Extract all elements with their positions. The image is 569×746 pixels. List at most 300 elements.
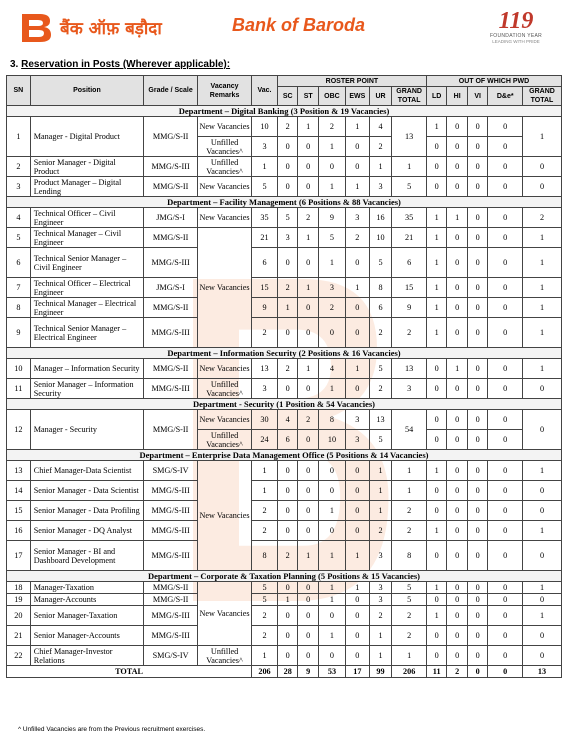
table-row	[7, 501, 562, 521]
table-row	[7, 626, 562, 646]
cell-ur: 10	[369, 228, 392, 248]
cell-vi: 0	[467, 359, 488, 379]
cell-sc: 0	[277, 379, 298, 399]
cell-vi: 0	[467, 278, 488, 298]
table-row	[7, 248, 562, 278]
cell-ld: 1	[426, 606, 447, 626]
cell-dae: 0	[488, 379, 523, 399]
cell-sc: 0	[277, 248, 298, 278]
cell-obc: 1	[318, 626, 345, 646]
cell-grand_total: 1	[392, 461, 427, 481]
cell-sc: 2	[277, 541, 298, 571]
table-row	[7, 117, 562, 137]
cell-grade: SMG/S-IV	[144, 461, 198, 481]
cell-ld: 1	[426, 582, 447, 594]
cell-grade: MMG/S-III	[144, 606, 198, 626]
cell-grade: MMG/S-III	[144, 248, 198, 278]
cell-ews: 0	[345, 137, 369, 157]
cell-sc: 0	[277, 501, 298, 521]
table-row	[7, 359, 562, 379]
vacancy-remark: New Vacancies	[198, 582, 252, 646]
department-heading: Department – Digital Banking (3 Position & 19 Vacancies)	[7, 106, 562, 117]
cell-pwd_total: 0	[522, 157, 561, 177]
cell-sc: 28	[277, 666, 298, 678]
cell-st: 0	[298, 501, 319, 521]
cell-vi: 0	[467, 646, 488, 666]
cell-grade: MMG/S-III	[144, 157, 198, 177]
anniversary-line1: FOUNDATION YEAR	[489, 33, 543, 39]
cell-ld: 1	[426, 318, 447, 348]
cell-obc: 4	[318, 359, 345, 379]
cell-sn: 21	[7, 626, 31, 646]
cell-hi: 0	[447, 379, 468, 399]
cell-ld: 1	[426, 208, 447, 228]
cell-pwd_total: 1	[522, 521, 561, 541]
cell-ur: 1	[369, 646, 392, 666]
cell-sc: 0	[277, 461, 298, 481]
cell-dae: 0	[488, 228, 523, 248]
header-vacancy-remarks: Vacancy Remarks	[198, 76, 252, 106]
cell-hi: 0	[447, 248, 468, 278]
cell-dae: 0	[488, 117, 523, 137]
cell-ld: 0	[426, 359, 447, 379]
cell-obc: 0	[318, 606, 345, 626]
cell-grand_total: 54	[392, 410, 427, 450]
cell-sc: 0	[277, 318, 298, 348]
cell-vac: 9	[252, 298, 278, 318]
cell-st: 0	[298, 646, 319, 666]
cell-grand_total: 6	[392, 248, 427, 278]
cell-obc: 0	[318, 461, 345, 481]
cell-obc: 8	[318, 410, 345, 430]
table-row	[7, 208, 562, 228]
cell-st: 0	[298, 582, 319, 594]
cell-grand_total: 5	[392, 177, 427, 197]
cell-ews: 3	[345, 410, 369, 430]
cell-ur: 16	[369, 208, 392, 228]
cell-ur: 1	[369, 461, 392, 481]
cell-ur: 1	[369, 481, 392, 501]
cell-ld: 1	[426, 117, 447, 137]
cell-position: Chief Manager-Investor Relations	[30, 646, 143, 666]
cell-sn: 19	[7, 594, 31, 606]
cell-sn: 18	[7, 582, 31, 594]
cell-obc: 1	[318, 177, 345, 197]
cell-hi: 0	[447, 137, 468, 157]
cell-ld: 1	[426, 278, 447, 298]
cell-hi: 0	[447, 177, 468, 197]
cell-pwd_total: 1	[522, 248, 561, 278]
vacancy-remark: New Vacancies	[198, 117, 252, 137]
bank-name-english: Bank of Baroda	[232, 15, 366, 35]
cell-ld: 0	[426, 594, 447, 606]
cell-hi: 1	[447, 208, 468, 228]
cell-sn: 14	[7, 481, 31, 501]
cell-dae: 0	[488, 298, 523, 318]
cell-ld: 0	[426, 626, 447, 646]
cell-ews: 0	[345, 298, 369, 318]
table-row	[7, 410, 562, 430]
cell-dae: 0	[488, 359, 523, 379]
cell-sc: 1	[277, 594, 298, 606]
vacancy-remark: New Vacancies	[198, 461, 252, 571]
cell-vi: 0	[467, 117, 488, 137]
cell-vi: 0	[467, 379, 488, 399]
cell-grade: MMG/S-III	[144, 379, 198, 399]
cell-hi: 0	[447, 157, 468, 177]
cell-sn: 4	[7, 208, 31, 228]
cell-dae: 0	[488, 430, 523, 450]
cell-st: 0	[298, 298, 319, 318]
cell-st: 9	[298, 666, 319, 678]
cell-hi: 0	[447, 318, 468, 348]
section-heading	[10, 59, 230, 70]
cell-position: Senior Manager - Data Profiling	[30, 501, 143, 521]
cell-vi: 0	[467, 666, 488, 678]
cell-ews: 0	[345, 157, 369, 177]
cell-grand_total: 1	[392, 157, 427, 177]
cell-ur: 3	[369, 582, 392, 594]
cell-pwd_total: 0	[522, 626, 561, 646]
cell-position: Senior Manager - BI and Dashboard Development	[30, 541, 143, 571]
cell-position: Manager - Security	[30, 410, 143, 450]
cell-sc: 0	[277, 582, 298, 594]
header-ur: UR	[369, 87, 392, 106]
cell-pwd_total: 0	[522, 481, 561, 501]
cell-sc: 0	[277, 177, 298, 197]
header-st: ST	[298, 87, 319, 106]
anniversary-line2: LEADING WITH PRIDE	[492, 39, 540, 44]
cell-ld: 11	[426, 666, 447, 678]
cell-hi: 0	[447, 646, 468, 666]
cell-ews: 0	[345, 646, 369, 666]
cell-ur: 13	[369, 410, 392, 430]
cell-obc: 5	[318, 228, 345, 248]
cell-sc: 0	[277, 626, 298, 646]
cell-vac: 1	[252, 481, 278, 501]
cell-st: 1	[298, 359, 319, 379]
table-row	[7, 582, 562, 594]
vacancy-remark: New Vacancies	[198, 208, 252, 228]
cell-ld: 1	[426, 521, 447, 541]
cell-vac: 24	[252, 430, 278, 450]
cell-pwd_total: 1	[522, 117, 561, 157]
cell-grade: MMG/S-II	[144, 298, 198, 318]
vacancy-remark: New Vacancies	[198, 177, 252, 197]
cell-position: Manager – Information Security	[30, 359, 143, 379]
cell-hi: 0	[447, 410, 468, 430]
cell-sc: 0	[277, 137, 298, 157]
cell-ur: 2	[369, 137, 392, 157]
cell-sc: 0	[277, 521, 298, 541]
table-row	[7, 461, 562, 481]
cell-sc: 5	[277, 208, 298, 228]
cell-ld: 1	[426, 228, 447, 248]
header-obc: OBC	[318, 87, 345, 106]
cell-obc: 1	[318, 248, 345, 278]
cell-vi: 0	[467, 430, 488, 450]
table-row	[7, 177, 562, 197]
cell-vi: 0	[467, 594, 488, 606]
cell-pwd_total: 0	[522, 410, 561, 450]
cell-vi: 0	[467, 137, 488, 157]
cell-ews: 0	[345, 501, 369, 521]
cell-dae: 0	[488, 606, 523, 626]
header-ld: LD	[426, 87, 447, 106]
header-vac: Vac.	[252, 76, 278, 106]
cell-vi: 0	[467, 298, 488, 318]
cell-ews: 0	[345, 521, 369, 541]
cell-st: 0	[298, 521, 319, 541]
cell-grade: MMG/S-II	[144, 117, 198, 157]
cell-ur: 3	[369, 541, 392, 571]
cell-sc: 0	[277, 646, 298, 666]
cell-vi: 0	[467, 177, 488, 197]
cell-ld: 0	[426, 481, 447, 501]
cell-grand_total: 13	[392, 359, 427, 379]
cell-sn: 12	[7, 410, 31, 450]
cell-dae: 0	[488, 137, 523, 157]
cell-ld: 0	[426, 137, 447, 157]
vacancy-remark: New Vacancies	[198, 410, 252, 430]
cell-position: Senior Manager - DQ Analyst	[30, 521, 143, 541]
cell-sc: 0	[277, 606, 298, 626]
cell-dae: 0	[488, 582, 523, 594]
cell-st: 0	[298, 461, 319, 481]
header-sn: SN	[7, 76, 31, 106]
vacancy-remark: Unfilled Vacancies^	[198, 646, 252, 666]
cell-position: Senior Manager – Information Security	[30, 379, 143, 399]
cell-grand_total: 2	[392, 318, 427, 348]
cell-position: Senior Manager - Data Scientist	[30, 481, 143, 501]
department-row	[7, 106, 562, 117]
cell-vac: 1	[252, 646, 278, 666]
cell-position: Senior Manager-Accounts	[30, 626, 143, 646]
cell-pwd_total: 1	[522, 582, 561, 594]
cell-grand_total: 2	[392, 521, 427, 541]
cell-grade: JMG/S-I	[144, 278, 198, 298]
cell-grade: MMG/S-III	[144, 501, 198, 521]
cell-vi: 0	[467, 521, 488, 541]
cell-sn: 11	[7, 379, 31, 399]
cell-sc: 2	[277, 359, 298, 379]
cell-vac: 6	[252, 248, 278, 278]
cell-ld: 0	[426, 501, 447, 521]
cell-st: 0	[298, 626, 319, 646]
cell-vac: 2	[252, 521, 278, 541]
cell-vi: 0	[467, 318, 488, 348]
vacancy-remark: New Vacancies	[198, 228, 252, 348]
cell-ur: 5	[369, 248, 392, 278]
cell-grand_total: 8	[392, 541, 427, 571]
cell-st: 0	[298, 157, 319, 177]
cell-vi: 0	[467, 461, 488, 481]
cell-obc: 10	[318, 430, 345, 450]
cell-position: Chief Manager-Data Scientist	[30, 461, 143, 481]
cell-st: 1	[298, 278, 319, 298]
cell-st: 0	[298, 248, 319, 278]
cell-obc: 1	[318, 501, 345, 521]
table-row	[7, 541, 562, 571]
cell-pwd_total: 13	[522, 666, 561, 678]
cell-dae: 0	[488, 208, 523, 228]
header-grand-total: GRAND TOTAL	[392, 87, 427, 106]
cell-hi: 0	[447, 461, 468, 481]
cell-sn: 20	[7, 606, 31, 626]
cell-hi: 0	[447, 521, 468, 541]
cell-grand_total: 2	[392, 501, 427, 521]
cell-hi: 0	[447, 501, 468, 521]
cell-vac: 5	[252, 582, 278, 594]
cell-sc: 4	[277, 410, 298, 430]
cell-sn: 1	[7, 117, 31, 157]
cell-grand_total: 15	[392, 278, 427, 298]
cell-sc: 6	[277, 430, 298, 450]
cell-vi: 0	[467, 606, 488, 626]
cell-st: 0	[298, 430, 319, 450]
cell-sn: 9	[7, 318, 31, 348]
cell-vi: 0	[467, 541, 488, 571]
vacancy-remark: Unfilled Vacancies^	[198, 137, 252, 157]
page-header	[0, 0, 569, 58]
department-heading: Department – Facility Management (6 Positions & 88 Vacancies)	[7, 197, 562, 208]
cell-obc: 1	[318, 137, 345, 157]
cell-hi: 0	[447, 228, 468, 248]
cell-st: 0	[298, 606, 319, 626]
cell-dae: 0	[488, 318, 523, 348]
cell-st: 2	[298, 410, 319, 430]
cell-ld: 1	[426, 298, 447, 318]
cell-ld: 0	[426, 646, 447, 666]
cell-ews: 0	[345, 461, 369, 481]
bank-of-baroda-logo-icon	[18, 10, 54, 46]
cell-ur: 2	[369, 521, 392, 541]
cell-vac: 1	[252, 157, 278, 177]
cell-pwd_total: 1	[522, 228, 561, 248]
cell-grand_total: 2	[392, 626, 427, 646]
header-pwd: OUT OF WHICH PWD	[426, 76, 561, 87]
cell-vi: 0	[467, 582, 488, 594]
total-row	[7, 666, 562, 678]
cell-ur: 2	[369, 318, 392, 348]
cell-ews: 0	[345, 606, 369, 626]
cell-st: 0	[298, 594, 319, 606]
cell-vac: 1	[252, 461, 278, 481]
cell-grade: MMG/S-III	[144, 481, 198, 501]
cell-sc: 0	[277, 481, 298, 501]
cell-grade: MMG/S-III	[144, 541, 198, 571]
cell-sn: 8	[7, 298, 31, 318]
cell-ld: 0	[426, 430, 447, 450]
cell-vac: 3	[252, 137, 278, 157]
cell-grand_total: 13	[392, 117, 427, 157]
cell-sc: 1	[277, 298, 298, 318]
cell-vac: 2	[252, 318, 278, 348]
cell-hi: 0	[447, 298, 468, 318]
cell-vac: 3	[252, 379, 278, 399]
cell-obc: 1	[318, 379, 345, 399]
cell-vi: 0	[467, 501, 488, 521]
cell-hi: 0	[447, 278, 468, 298]
cell-position: Senior Manager - Digital Product	[30, 157, 143, 177]
cell-ld: 0	[426, 410, 447, 430]
cell-dae: 0	[488, 410, 523, 430]
cell-sc: 0	[277, 157, 298, 177]
cell-sn: 3	[7, 177, 31, 197]
cell-dae: 0	[488, 278, 523, 298]
cell-vac: 13	[252, 359, 278, 379]
cell-grand_total: 206	[392, 666, 427, 678]
header-sc: SC	[277, 87, 298, 106]
total-label: TOTAL	[7, 666, 252, 678]
cell-obc: 0	[318, 157, 345, 177]
cell-grade: MMG/S-II	[144, 410, 198, 450]
cell-sc: 2	[277, 117, 298, 137]
cell-sc: 3	[277, 228, 298, 248]
cell-sn: 6	[7, 248, 31, 278]
cell-hi: 0	[447, 117, 468, 137]
cell-vac: 5	[252, 177, 278, 197]
cell-ews: 0	[345, 481, 369, 501]
cell-vi: 0	[467, 157, 488, 177]
cell-vac: 8	[252, 541, 278, 571]
cell-pwd_total: 1	[522, 606, 561, 626]
cell-grand_total: 21	[392, 228, 427, 248]
cell-ews: 1	[345, 177, 369, 197]
cell-hi: 2	[447, 666, 468, 678]
reservation-table	[6, 75, 562, 678]
cell-obc: 2	[318, 298, 345, 318]
cell-grand_total: 3	[392, 379, 427, 399]
cell-ld: 1	[426, 248, 447, 278]
cell-grade: JMG/S-I	[144, 208, 198, 228]
header-dae: D&e*	[488, 87, 523, 106]
cell-dae: 0	[488, 157, 523, 177]
cell-pwd_total: 1	[522, 318, 561, 348]
department-row	[7, 450, 562, 461]
cell-grade: MMG/S-III	[144, 318, 198, 348]
cell-st: 0	[298, 379, 319, 399]
section-title: Reservation in Posts (Wherever applicable):	[21, 59, 231, 70]
cell-grade: MMG/S-III	[144, 626, 198, 646]
cell-grade: MMG/S-II	[144, 582, 198, 594]
cell-ews: 3	[345, 208, 369, 228]
vacancy-remark: Unfilled Vacancies^	[198, 379, 252, 399]
header-grade: Grade / Scale	[144, 76, 198, 106]
cell-vac: 35	[252, 208, 278, 228]
cell-ews: 0	[345, 594, 369, 606]
cell-vac: 206	[252, 666, 278, 678]
cell-sn: 7	[7, 278, 31, 298]
cell-grade: MMG/S-III	[144, 521, 198, 541]
cell-ur: 3	[369, 594, 392, 606]
cell-position: Product Manager – Digital Lending	[30, 177, 143, 197]
cell-ur: 1	[369, 501, 392, 521]
cell-vac: 10	[252, 117, 278, 137]
table-row	[7, 228, 562, 248]
cell-position: Manager-Accounts	[30, 594, 143, 606]
table-row	[7, 481, 562, 501]
cell-grade: MMG/S-II	[144, 228, 198, 248]
vacancy-remark: Unfilled Vacancies^	[198, 430, 252, 450]
cell-grand_total: 9	[392, 298, 427, 318]
cell-ur: 5	[369, 430, 392, 450]
cell-position: Manager-Taxation	[30, 582, 143, 594]
cell-dae: 0	[488, 248, 523, 278]
cell-obc: 1	[318, 582, 345, 594]
header-ews: EWS	[345, 87, 369, 106]
header-roster-point: ROSTER POINT	[277, 76, 426, 87]
